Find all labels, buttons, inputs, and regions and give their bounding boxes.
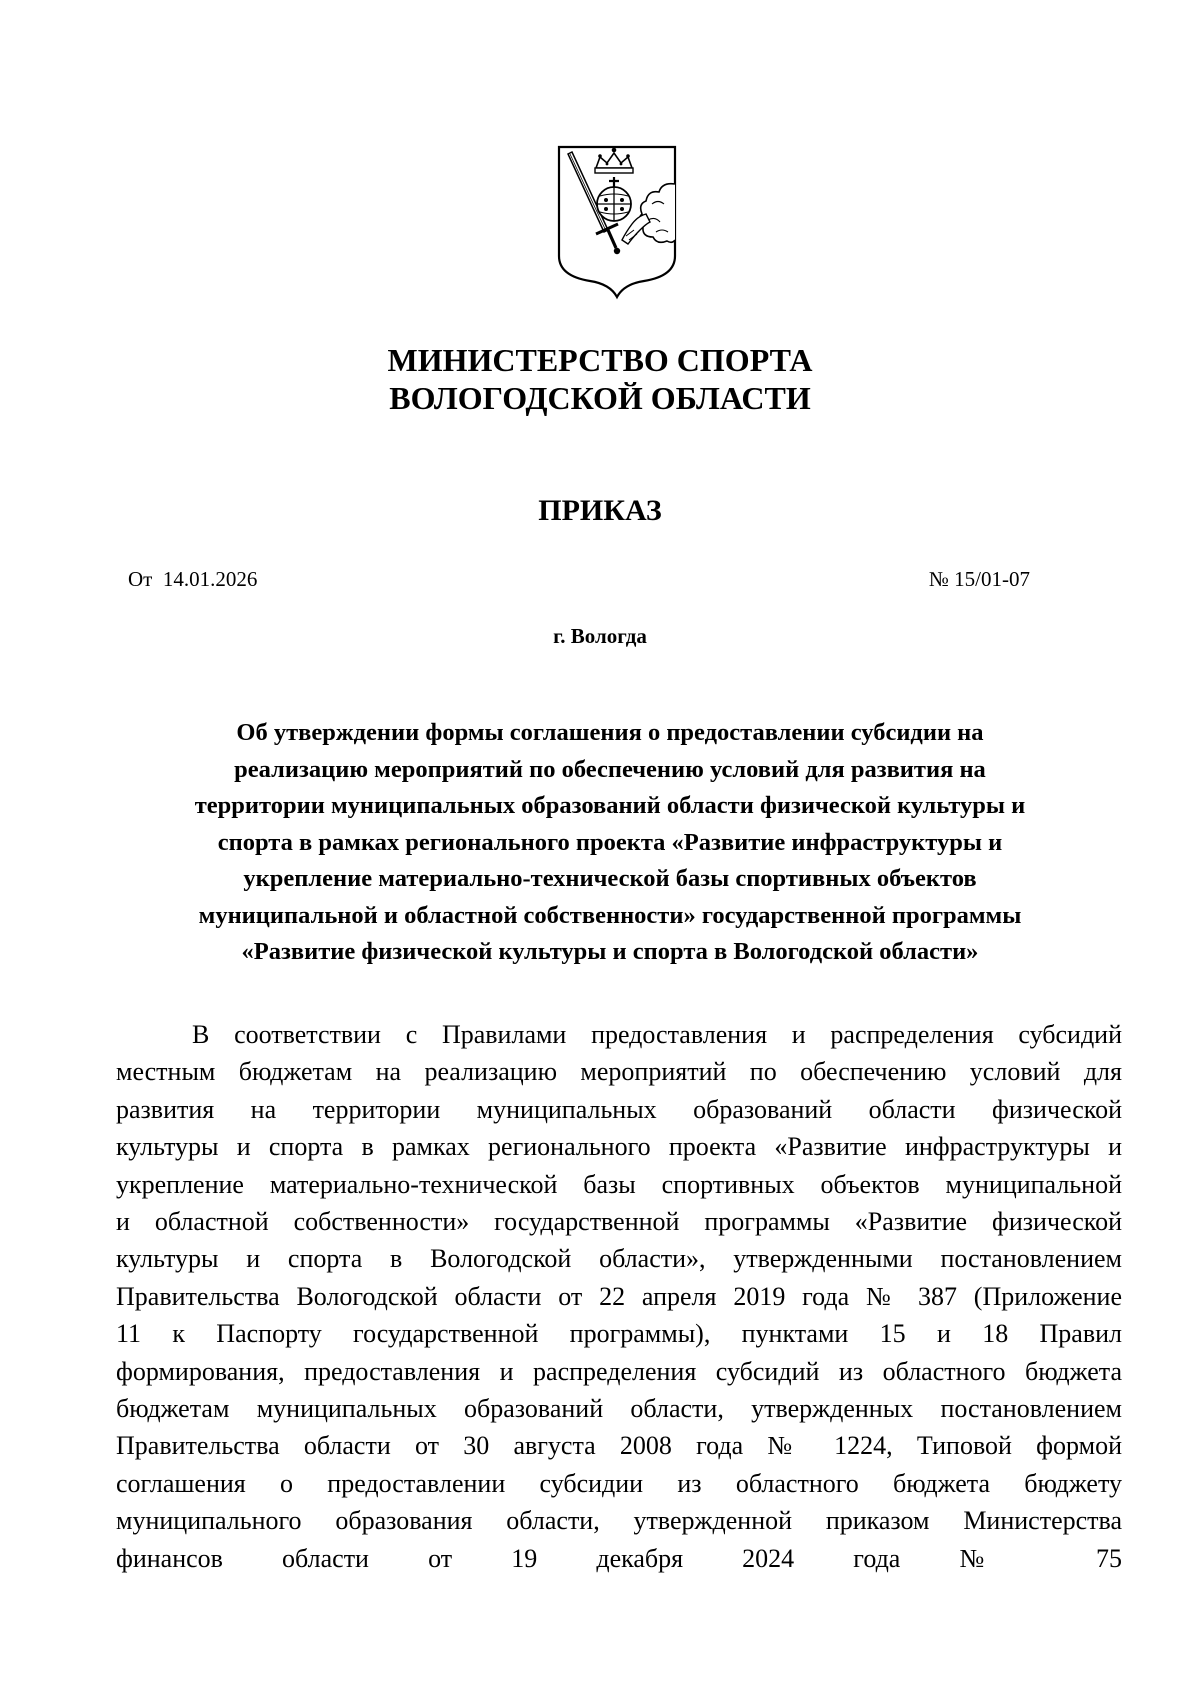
ministry-name-line2: ВОЛОГОДСКОЙ ОБЛАСТИ <box>389 380 811 416</box>
body-line: и областной собственности» государственной программы «Развитие физической <box>116 1207 1122 1237</box>
body-line: финансов области от 19 декабря 2024 года № 75 <box>116 1543 1122 1573</box>
subject-line: территории муниципальных образований области физической культуры и <box>194 792 1026 819</box>
order-city: г. Вологда <box>553 624 647 648</box>
body-line: формирования, предоставления и распределения субсидий из областного бюджета <box>116 1356 1122 1386</box>
body-line: Правительства области от 30 августа 2008 года № 1224, Типовой формой <box>116 1431 1122 1461</box>
subject-line: Об утверждении формы соглашения о предоставлении субсидии на <box>236 719 984 746</box>
body-line: В соответствии с Правилами предоставления и распределения субсидий <box>192 1020 1122 1049</box>
order-date: От 14.01.2026 <box>128 567 258 591</box>
ministry-name-line1: МИНИСТЕРСТВО СПОРТА <box>387 342 813 378</box>
subject-line: «Развитие физической культуры и спорта в Вологодской области» <box>241 938 979 965</box>
body-line: культуры и спорта в Вологодской области», утвержденными постановлением <box>116 1244 1122 1274</box>
body-line: укрепление материально-технической базы спортивных объектов муниципальной <box>116 1169 1122 1199</box>
body-line: 11 к Паспорту государственной программы), пунктами 15 и 18 Правил <box>116 1319 1122 1349</box>
body-line: бюджетам муниципальных образований области, утвержденных постановлением <box>116 1394 1122 1424</box>
order-title: ПРИКАЗ <box>538 494 662 527</box>
subject-line: укрепление материально-технической базы спортивных объектов <box>243 865 977 892</box>
body-line: муниципального образования области, утвержденной приказом Министерства <box>116 1506 1122 1536</box>
body-line: местным бюджетам на реализацию мероприятий по обеспечению условий для <box>116 1057 1122 1087</box>
body-line: Правительства Вологодской области от 22 апреля 2019 года № 387 (Приложение <box>116 1281 1122 1311</box>
order-subject <box>120 715 1100 971</box>
body-line: соглашения о предоставлении субсидии из областного бюджета бюджету <box>116 1468 1122 1498</box>
subject-line: спорта в рамках регионального проекта «Развитие инфраструктуры и <box>217 828 1003 856</box>
vologda-coat-of-arms-icon <box>556 144 678 300</box>
subject-line: реализацию мероприятий по обеспечению условий для развития на <box>234 755 986 783</box>
order-body-paragraph <box>116 1016 1122 1577</box>
body-line: развития на территории муниципальных образований области физической <box>116 1094 1122 1124</box>
order-number: № 15/01-07 <box>928 567 1030 591</box>
body-line: культуры и спорта в рамках регионального проекта «Развитие инфраструктуры и <box>116 1132 1122 1162</box>
subject-line: муниципальной и областной собственности» государственной программы <box>198 901 1022 929</box>
